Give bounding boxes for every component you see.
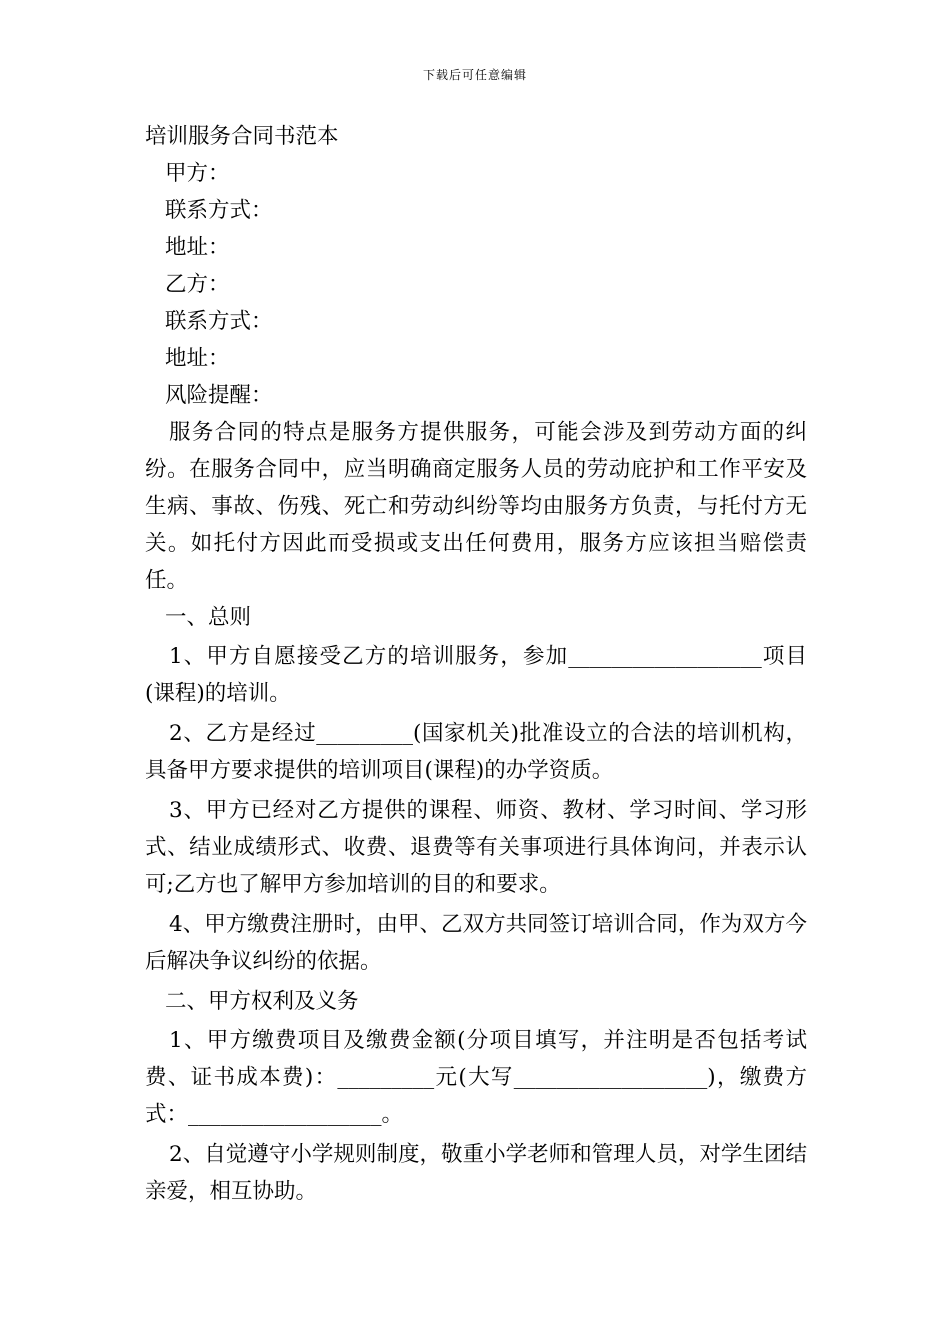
section-1-item-2: 2、乙方是经过_________(国家机关)批准设立的合法的培训机构，具备甲方要求提供的培训项目(课程)的办学资质。 — [145, 721, 807, 783]
party-b-address-label: 地址： — [165, 346, 230, 371]
party-a-contact-label: 联系方式： — [165, 198, 273, 223]
section-1-item-1: 1、甲方自愿接受乙方的培训服务，参加__________________项目(课程)的培训。 — [145, 644, 807, 706]
risk-reminder-text: 服务合同的特点是服务方提供服务，可能会涉及到劳动方面的纠纷。在服务合同中，应当明确商定服务人员的劳动庇护和工作平安及生病、事故、伤残、死亡和劳动纠纷等均由服务方负责，与托付方无关。如托付方因此而受损或支出任何费用，服务方应该担当赔偿责任。 — [145, 420, 807, 593]
risk-reminder-label: 风险提醒： — [165, 383, 273, 408]
section-2-item-1: 1、甲方缴费项目及缴费金额(分项目填写，并注明是否包括考试费、证书成本费)：_________元(大写__________________)，缴费方式：__________________。 — [145, 1028, 807, 1127]
party-b-contact-label: 联系方式： — [165, 309, 273, 334]
page-header: 下载后可任意编辑 — [422, 68, 527, 82]
section-2-heading: 二、甲方权利及义务 — [165, 989, 359, 1014]
section-1-item-3: 3、甲方已经对乙方提供的课程、师资、教材、学习时间、学习形式、结业成绩形式、收费、退费等有关事项进行具体询问，并表示认可;乙方也了解甲方参加培训的目的和要求。 — [145, 798, 807, 897]
party-a-label: 甲方： — [165, 161, 230, 186]
party-b-label: 乙方： — [165, 272, 230, 297]
party-a-address-label: 地址： — [165, 235, 230, 260]
section-1-item-4: 4、甲方缴费注册时，由甲、乙双方共同签订培训合同，作为双方今后解决争议纠纷的依据。 — [145, 912, 807, 974]
document-title: 培训服务合同书范本 — [145, 124, 339, 149]
document-body — [145, 118, 807, 1210]
section-2-item-2: 2、自觉遵守小学规则制度，敬重小学老师和管理人员，对学生团结亲爱，相互协助。 — [145, 1142, 807, 1204]
section-1-heading: 一、总则 — [165, 605, 252, 630]
